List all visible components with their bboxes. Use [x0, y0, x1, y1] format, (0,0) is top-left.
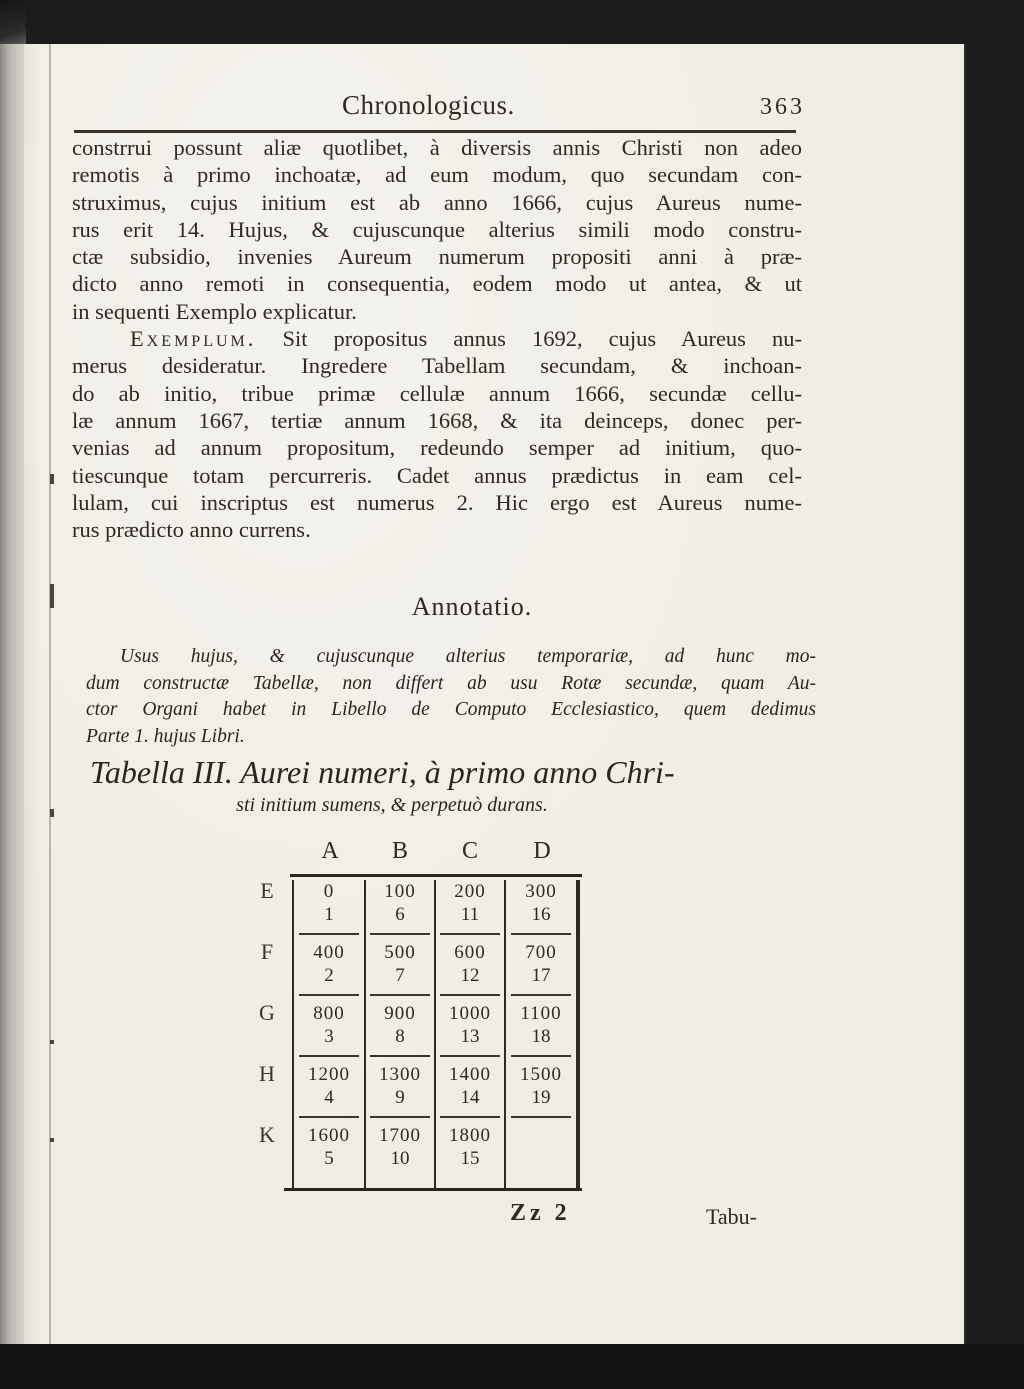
text-line: constrrui possunt aliæ quotlibet, à diversis annis Christi non adeo: [72, 135, 802, 160]
text-line: læ annum 1667, tertiæ annum 1668, & ita deinceps, donec per-: [72, 407, 802, 433]
year-value: 1300: [379, 1064, 421, 1085]
golden-number-value: 7: [395, 965, 405, 986]
text-line: lulam, cui inscriptus est numerus 2. Hic ergo est Aureus nume-: [72, 489, 802, 515]
year-value: 1600: [308, 1125, 350, 1146]
column-divider: [504, 880, 506, 1188]
annotation-paragraph: [86, 644, 816, 750]
table-cell: [507, 880, 575, 926]
year-value: 400: [313, 942, 345, 963]
row-label: E: [260, 878, 274, 903]
golden-number-value: 10: [390, 1148, 410, 1169]
text-line: struximus, cujus initium est ab anno 1666, cujus Aureus nume-: [72, 189, 802, 215]
text-line: remotis à primo inchoatæ, ad eum modum, quo secundam con-: [72, 162, 802, 188]
table-cell: [295, 880, 363, 926]
text-line: ctor Organi habet in Libello de Computo Ecclesiastico, quem dedimus: [86, 699, 816, 720]
text-line: dum constructæ Tabellæ, non differt ab usu Rotæ secundæ, quam Au-: [86, 672, 816, 694]
column-header: C: [461, 838, 478, 864]
golden-number-value: 13: [460, 1026, 480, 1047]
cell-divider: [440, 1116, 500, 1118]
golden-number-value: 12: [460, 965, 480, 986]
year-value: 900: [384, 1003, 416, 1024]
table-cell: [366, 1124, 434, 1170]
golden-number-value: 9: [395, 1087, 405, 1108]
column-divider: [292, 880, 294, 1188]
gutter-mark: [50, 809, 54, 817]
text-line: Parte 1. hujus Libri.: [86, 725, 245, 747]
golden-number-value: 5: [324, 1148, 334, 1169]
row-label: F: [260, 939, 274, 964]
golden-number-value: 18: [531, 1026, 551, 1047]
year-value: 200: [454, 881, 486, 902]
cell-divider: [440, 994, 500, 996]
cell-divider: [511, 1055, 571, 1057]
table-cell: [507, 1063, 575, 1109]
golden-number-value: 6: [395, 904, 405, 925]
column-header: A: [321, 838, 339, 864]
text-line: in sequenti Exemplo explicatur.: [72, 298, 357, 324]
table-cell: [366, 1002, 434, 1048]
book-page: [24, 44, 966, 1344]
golden-number-value: 4: [324, 1087, 334, 1108]
cell-divider: [370, 994, 430, 996]
table-cell: [436, 941, 504, 987]
table-cell: [436, 1124, 504, 1170]
golden-number-value: 2: [324, 965, 334, 986]
year-value: 100: [384, 881, 416, 902]
table-cell: [295, 1124, 363, 1170]
scan-background-corner: [0, 0, 26, 44]
running-head: Chronologicus.: [342, 90, 515, 120]
table-right-border: [576, 880, 580, 1188]
example-first-line: [72, 325, 802, 352]
table-cell: [295, 1063, 363, 1109]
cell-divider: [370, 1055, 430, 1057]
example-label: Exemplum.: [130, 326, 257, 352]
golden-number-value: 3: [324, 1026, 334, 1047]
table-cell: [295, 1002, 363, 1048]
table-cell: [507, 941, 575, 987]
text-line: tiescunque totam percurreris. Cadet annus prædictus in eam cel-: [72, 462, 802, 488]
annotation-heading: Annotatio.: [411, 592, 533, 621]
cell-divider: [370, 933, 430, 935]
header-rule: [74, 130, 796, 133]
text-line: venias ad annum propositum, redeundo semper ad initium, quo-: [72, 435, 802, 461]
year-value: 300: [525, 881, 557, 902]
body-paragraph: [72, 134, 802, 543]
year-value: 1200: [308, 1064, 350, 1085]
cell-divider: [511, 1116, 571, 1118]
text-line: rus prædicto anno currens.: [72, 517, 311, 543]
golden-number-value: 17: [531, 965, 551, 986]
year-value: 1500: [520, 1064, 562, 1085]
table-top-rule: [290, 874, 582, 877]
text-line: ctæ subsidio, invenies Aureum numerum propositi anni à præ-: [72, 244, 802, 270]
column-header: D: [533, 838, 551, 864]
row-label: K: [259, 1122, 275, 1147]
text-line: do ab initio, tribue primæ cellulæ annum 1666, secundæ cellu-: [72, 380, 802, 406]
table-cell: [436, 1063, 504, 1109]
table-cell: [366, 1063, 434, 1109]
table-cell: [366, 941, 434, 987]
golden-number-value: 8: [395, 1026, 405, 1047]
signature-mark: Zz 2: [510, 1200, 571, 1226]
row-label: H: [259, 1061, 275, 1086]
page-number: 363: [760, 94, 805, 120]
text-line: dicto anno remoti in consequentia, eodem modo ut antea, & ut: [72, 271, 802, 297]
table-title-line: Tabella III. Aurei numeri, à primo anno Chri-: [90, 754, 675, 790]
table-cell: [507, 1002, 575, 1048]
year-value: 1000: [449, 1003, 491, 1024]
golden-number-value: 1: [324, 904, 334, 925]
gutter-mark: [50, 1138, 54, 1142]
cell-divider: [370, 1116, 430, 1118]
catchword: Tabu-: [706, 1204, 757, 1229]
example-text: Sit propositus annus 1692, cujus Aureus nu-: [282, 326, 803, 352]
table-cell: [295, 941, 363, 987]
golden-number-value: 16: [531, 904, 551, 925]
cell-divider: [440, 933, 500, 935]
table-cell: [436, 1002, 504, 1048]
gutter-line: [49, 44, 51, 1344]
year-value: 700: [525, 942, 557, 963]
golden-number-value: 19: [531, 1087, 551, 1108]
scan-background-bottom: [0, 1344, 1024, 1389]
golden-number-value: 11: [460, 904, 480, 925]
cell-divider: [511, 994, 571, 996]
row-label: G: [259, 1000, 275, 1025]
adjacent-page-edge: [0, 0, 26, 1389]
table-title: [72, 752, 802, 818]
year-value: 0: [323, 881, 335, 902]
golden-number-table: [254, 838, 594, 1198]
table-bottom-rule: [284, 1188, 582, 1191]
year-value: 1700: [379, 1125, 421, 1146]
table-cell: [366, 880, 434, 926]
table-title-line: sti initium sumens, & perpetuò durans.: [236, 794, 548, 816]
table-cell: [436, 880, 504, 926]
gutter-mark: [50, 474, 54, 484]
golden-number-value: 14: [460, 1087, 480, 1108]
text-line: rus erit 14. Hujus, & cujuscunque alterius simili modo constru-: [72, 216, 802, 242]
year-value: 1400: [449, 1064, 491, 1085]
cell-divider: [299, 1116, 359, 1118]
year-value: 1100: [520, 1003, 562, 1024]
golden-number-value: 15: [460, 1148, 480, 1169]
gutter-mark: [50, 1040, 54, 1044]
year-value: 800: [313, 1003, 345, 1024]
cell-divider: [299, 1055, 359, 1057]
text-line: merus desideratur. Ingredere Tabellam secundam, & inchoan-: [72, 353, 802, 379]
cell-divider: [299, 933, 359, 935]
year-value: 1800: [449, 1125, 491, 1146]
cell-divider: [299, 994, 359, 996]
column-header: B: [391, 838, 408, 864]
cell-divider: [440, 1055, 500, 1057]
page-header: [94, 88, 822, 128]
year-value: 600: [454, 942, 486, 963]
year-value: 500: [384, 942, 416, 963]
cell-divider: [511, 933, 571, 935]
text-line: Usus hujus, & cujuscunque alterius temporariæ, ad hunc mo-: [120, 646, 816, 667]
